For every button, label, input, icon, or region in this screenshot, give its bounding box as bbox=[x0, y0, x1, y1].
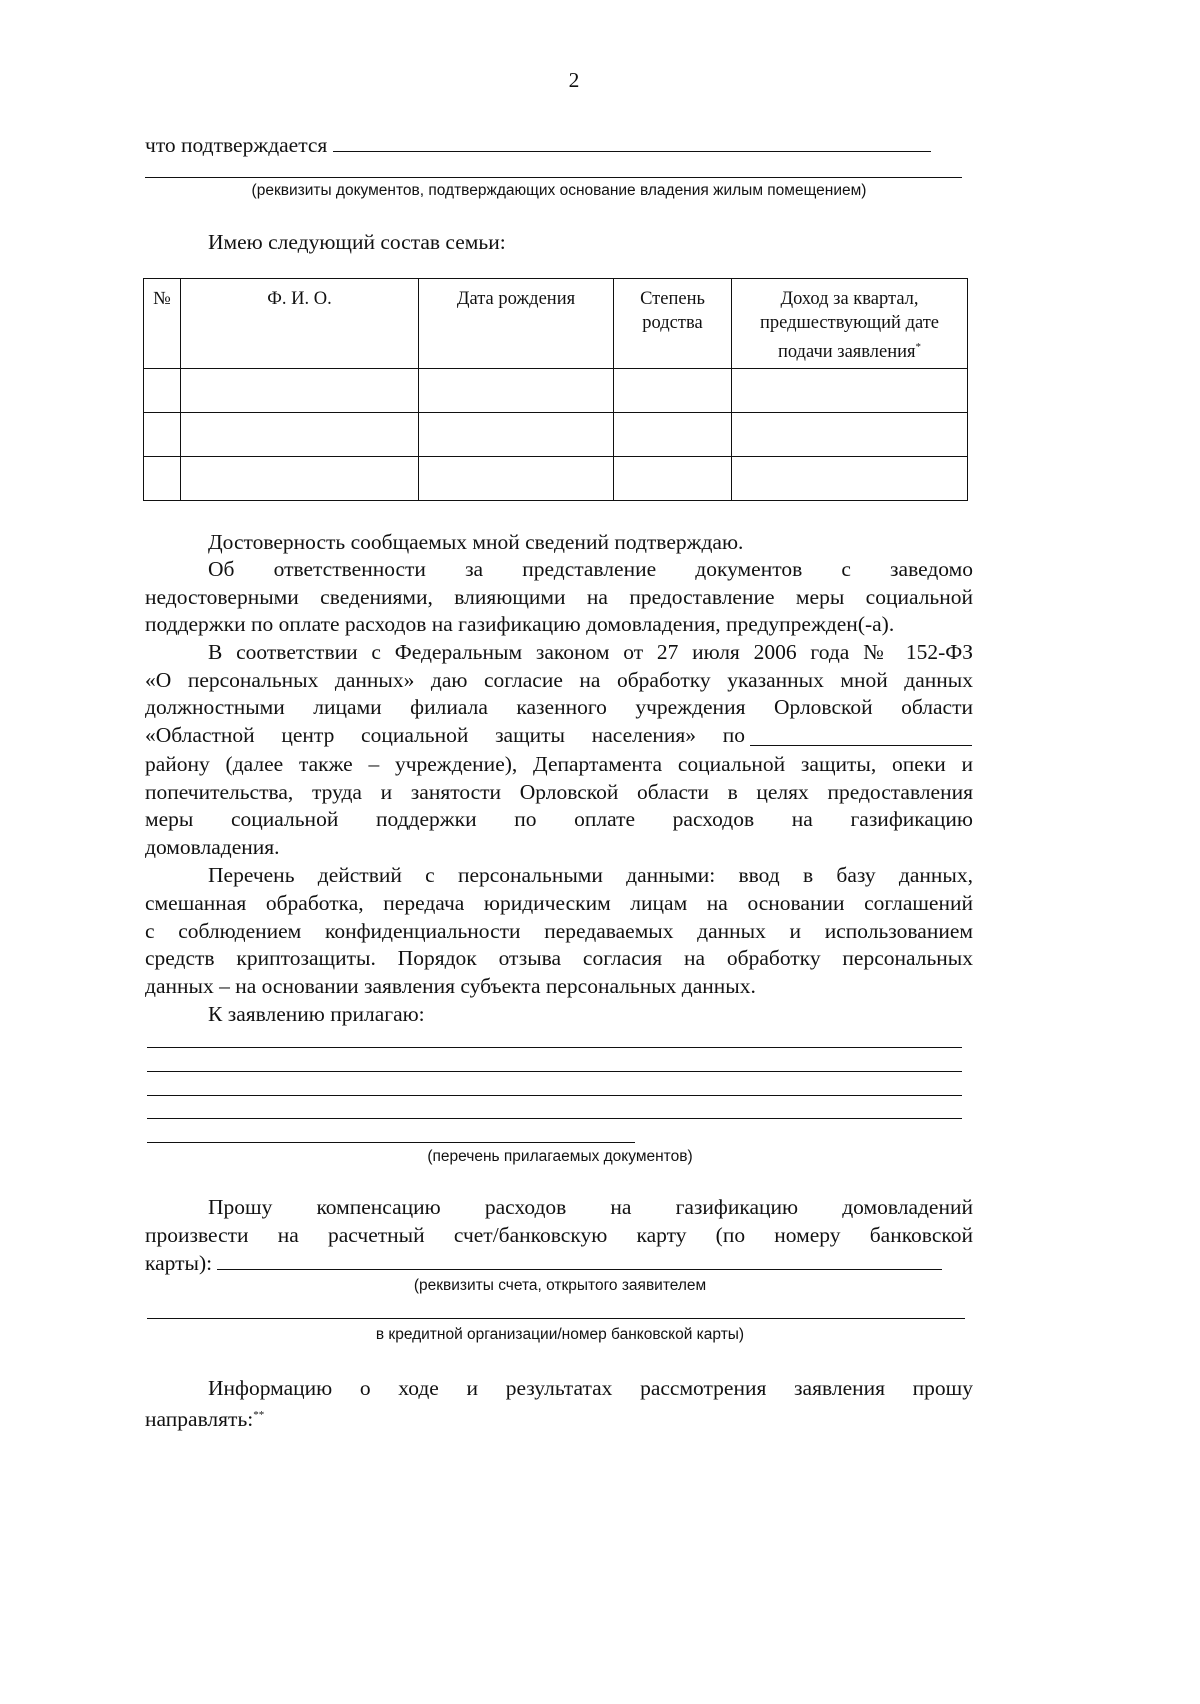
paragraph-actions-line: смешанная обработка, передача юридическим лицам на основании соглашений bbox=[145, 891, 973, 915]
compensation-label: карты): bbox=[145, 1251, 213, 1275]
paragraph-actions-line: с соблюдением конфиденциальности передаваемых данных и использованием bbox=[145, 919, 973, 943]
account-field[interactable] bbox=[217, 1269, 942, 1270]
cell[interactable] bbox=[614, 369, 732, 413]
paragraph-consent-line bbox=[145, 721, 745, 749]
cell[interactable] bbox=[419, 369, 614, 413]
cell[interactable] bbox=[732, 413, 968, 457]
paragraph-responsibility-line: Об ответственности за представление документов с заведомо bbox=[208, 557, 973, 581]
footnote-mark: * bbox=[915, 341, 922, 353]
col-income bbox=[732, 279, 968, 369]
info-line bbox=[145, 1401, 973, 1432]
confirmed-by-caption: (реквизиты документов, подтверждающих основание владения жилым помещением) bbox=[251, 182, 867, 199]
attachment-line[interactable] bbox=[147, 1095, 962, 1096]
account-field-2[interactable] bbox=[147, 1318, 965, 1319]
paragraph-consent-line: попечительства, труда и занятости Орловской области в целях предоставления bbox=[145, 780, 973, 804]
paragraph-responsibility-line: недостоверными сведениями, влияющими на предоставление меры социальной bbox=[145, 585, 973, 609]
confirmed-by-field-2[interactable] bbox=[145, 177, 962, 178]
table-row bbox=[144, 457, 968, 501]
table-row bbox=[144, 413, 968, 457]
col-birthdate: Дата рождения bbox=[419, 279, 614, 369]
info-line: Информацию о ходе и результатах рассмотрения заявления прошу bbox=[208, 1376, 973, 1400]
col-income-label: Доход за квартал, предшествующий дате подачи заявления bbox=[759, 289, 940, 363]
attachment-line[interactable] bbox=[147, 1142, 635, 1143]
district-field[interactable] bbox=[750, 745, 972, 746]
confirmed-by-line bbox=[145, 131, 973, 159]
family-heading: Имею следующий состав семьи: bbox=[208, 230, 506, 254]
col-number: № bbox=[144, 279, 181, 369]
attachments-heading: К заявлению прилагаю: bbox=[208, 1002, 425, 1026]
cell[interactable] bbox=[732, 369, 968, 413]
paragraph-consent-line: району (далее также – учреждение), Департамента социальной защиты, опеки и bbox=[145, 752, 973, 776]
paragraph-confirm: Достоверность сообщаемых мной сведений подтверждаю. bbox=[208, 530, 744, 554]
account-caption-2: в кредитной организации/номер банковской карты) bbox=[375, 1326, 745, 1343]
paragraph-consent-line: домовладения. bbox=[145, 835, 280, 859]
cell[interactable] bbox=[144, 369, 181, 413]
paragraph-responsibility-line: поддержки по оплате расходов на газификацию домовладения, предупрежден(-а). bbox=[145, 612, 895, 636]
consent-line-text: «Областной центр социальной защиты населения» по bbox=[145, 723, 745, 747]
paragraph-consent-line: В соответствии с Федеральным законом от 27 июля 2006 года № 152-ФЗ bbox=[208, 640, 973, 664]
cell[interactable] bbox=[181, 413, 419, 457]
paragraph-actions-line: Перечень действий с персональными данными: ввод в базу данных, bbox=[208, 863, 973, 887]
page-number: 2 bbox=[568, 68, 580, 92]
info-label: направлять: bbox=[145, 1407, 254, 1432]
attachments-caption: (перечень прилагаемых документов) bbox=[427, 1148, 693, 1165]
compensation-line: произвести на расчетный счет/банковскую карту (по номеру банковской bbox=[145, 1223, 973, 1247]
cell[interactable] bbox=[419, 457, 614, 501]
attachment-line[interactable] bbox=[147, 1047, 962, 1048]
paragraph-consent-line: «О персональных данных» даю согласие на обработку указанных мной данных bbox=[145, 668, 973, 692]
cell[interactable] bbox=[181, 369, 419, 413]
cell[interactable] bbox=[181, 457, 419, 501]
attachment-line[interactable] bbox=[147, 1071, 962, 1072]
paragraph-actions-line: средств криптозащиты. Порядок отзыва согласия на обработку персональных bbox=[145, 946, 973, 970]
cell[interactable] bbox=[144, 413, 181, 457]
attachment-line[interactable] bbox=[147, 1118, 962, 1119]
cell[interactable] bbox=[144, 457, 181, 501]
table-header-row bbox=[144, 279, 968, 369]
confirmed-by-field[interactable] bbox=[333, 151, 931, 152]
col-relation: Степень родства bbox=[614, 279, 732, 369]
table-row bbox=[144, 369, 968, 413]
family-table bbox=[143, 278, 968, 501]
account-caption-1: (реквизиты счета, открытого заявителем bbox=[413, 1277, 707, 1294]
compensation-line bbox=[145, 1249, 973, 1277]
paragraph-actions-line: данных – на основании заявления субъекта персональных данных. bbox=[145, 974, 756, 998]
cell[interactable] bbox=[614, 413, 732, 457]
confirmed-by-label: что подтверждается bbox=[145, 133, 328, 157]
footnote-mark: ** bbox=[253, 1409, 265, 1421]
cell[interactable] bbox=[419, 413, 614, 457]
compensation-line: Прошу компенсацию расходов на газификацию домовладений bbox=[208, 1195, 973, 1219]
cell[interactable] bbox=[732, 457, 968, 501]
paragraph-consent-line: должностными лицами филиала казенного учреждения Орловской области bbox=[145, 695, 973, 719]
paragraph-consent-line: меры социальной поддержки по оплате расходов на газификацию bbox=[145, 807, 973, 831]
cell[interactable] bbox=[614, 457, 732, 501]
col-name: Ф. И. О. bbox=[181, 279, 419, 369]
